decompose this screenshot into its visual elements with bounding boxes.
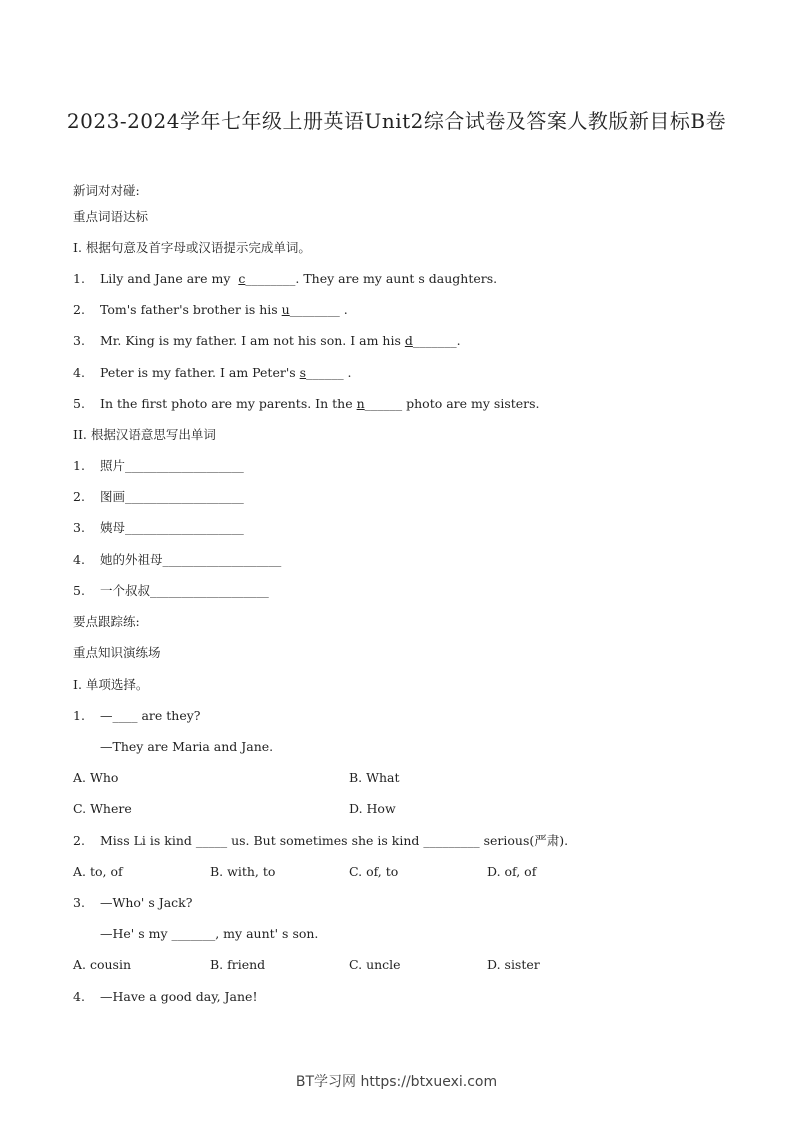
question-text: .	[339, 302, 348, 317]
question-text: 一个叔叔	[100, 583, 151, 598]
hint-letter: u	[281, 302, 290, 317]
question-number: 3.	[73, 895, 85, 910]
mc-question	[73, 894, 192, 912]
question-text: 她的外祖母	[100, 552, 163, 567]
option-c[interactable]: C. uncle	[349, 957, 401, 972]
option-a[interactable]: A. to, of	[73, 864, 123, 879]
question-text: Mr. King is my father. I am not his son. I am his	[100, 333, 405, 348]
page-title: 2023-2024学年七年级上册英语Unit2综合试卷及答案人教版新目标B卷	[66, 109, 727, 133]
question-text: Miss Li is kind _____ us. But sometimes she is kind _________ serious(严肃).	[100, 833, 569, 848]
question-text: 姨母	[100, 520, 126, 535]
answer-blank[interactable]: ______	[306, 365, 344, 380]
question-text: —Who' s Jack?	[100, 895, 193, 910]
mc-question	[73, 832, 568, 850]
answer-blank[interactable]: _______	[412, 333, 457, 348]
vocab-question	[73, 582, 269, 600]
option-a[interactable]: A. Who	[73, 770, 119, 785]
answer-blank[interactable]: ___________________	[125, 520, 244, 535]
answer-blank[interactable]: ________	[245, 271, 296, 286]
fill-question	[73, 270, 497, 288]
question-text: 照片	[100, 458, 126, 473]
question-text: In the first photo are my parents. In the	[100, 396, 357, 411]
option-a[interactable]: A. cousin	[73, 957, 132, 972]
question-text: Tom's father's brother is his	[100, 302, 282, 317]
part-heading: I. 根据句意及首字母或汉语提示完成单词。	[73, 240, 311, 255]
fill-question	[73, 395, 540, 413]
section-heading: 新词对对碰:	[73, 183, 140, 198]
hint-letter: n	[356, 396, 365, 411]
question-text: . They are my aunt s daughters.	[295, 271, 498, 286]
answer-blank[interactable]: ___________________	[125, 458, 244, 473]
vocab-question	[73, 519, 244, 537]
fill-question	[73, 301, 348, 319]
option-d[interactable]: D. sister	[487, 957, 540, 972]
question-text: .	[456, 333, 461, 348]
option-b[interactable]: B. friend	[210, 957, 266, 972]
option-b[interactable]: B. What	[349, 770, 400, 785]
question-text: Lily and Jane are my	[100, 271, 239, 286]
vocab-question	[73, 457, 244, 475]
answer-blank[interactable]: ___________________	[150, 583, 269, 598]
question-number: 4.	[73, 365, 85, 380]
question-text: photo are my sisters.	[402, 396, 540, 411]
answer-blank[interactable]: ______	[364, 396, 403, 411]
fill-question	[73, 364, 352, 382]
question-text: —____ are they?	[100, 708, 201, 723]
question-number: 1.	[73, 458, 85, 473]
question-number: 2.	[73, 489, 85, 504]
vocab-question	[73, 551, 281, 569]
vocab-question	[73, 488, 244, 506]
question-number: 4.	[73, 552, 85, 567]
question-text: 图画	[100, 489, 126, 504]
part-heading: II. 根据汉语意思写出单词	[73, 427, 216, 442]
question-number: 4.	[73, 989, 85, 1004]
question-text: Peter is my father. I am Peter's	[100, 365, 300, 380]
question-text: —Have a good day, Jane!	[100, 989, 258, 1004]
hint-letter: c	[238, 271, 246, 286]
hint-letter: s	[299, 365, 307, 380]
question-number: 1.	[73, 271, 85, 286]
fill-question	[73, 332, 461, 350]
question-number: 2.	[73, 833, 85, 848]
question-text: —He' s my _______, my aunt' s son.	[100, 926, 319, 941]
question-text: —They are Maria and Jane.	[100, 739, 274, 754]
answer-blank[interactable]: ________	[289, 302, 340, 317]
question-number: 5.	[73, 583, 85, 598]
question-number: 2.	[73, 302, 85, 317]
question-number: 5.	[73, 396, 85, 411]
option-c[interactable]: C. of, to	[349, 864, 399, 879]
option-c[interactable]: C. Where	[73, 801, 132, 816]
option-d[interactable]: D. of, of	[487, 864, 537, 879]
question-number: 3.	[73, 520, 85, 535]
section-subheading: 重点知识演练场	[73, 645, 161, 660]
question-number: 3.	[73, 333, 85, 348]
part-heading: I. 单项选择。	[73, 677, 149, 692]
option-d[interactable]: D. How	[349, 801, 396, 816]
option-b[interactable]: B. with, to	[210, 864, 276, 879]
question-text: .	[343, 365, 352, 380]
answer-blank[interactable]: ___________________	[162, 552, 282, 567]
mc-question	[73, 988, 257, 1006]
watermark-footer: BT学习网 https://btxuexi.com	[295, 1074, 498, 1090]
question-number: 1.	[73, 708, 85, 723]
answer-blank[interactable]: ___________________	[125, 489, 244, 504]
section-subheading: 重点词语达标	[73, 209, 149, 224]
hint-letter: d	[404, 333, 413, 348]
mc-question	[73, 707, 201, 725]
section-heading: 要点跟踪练:	[73, 614, 140, 629]
